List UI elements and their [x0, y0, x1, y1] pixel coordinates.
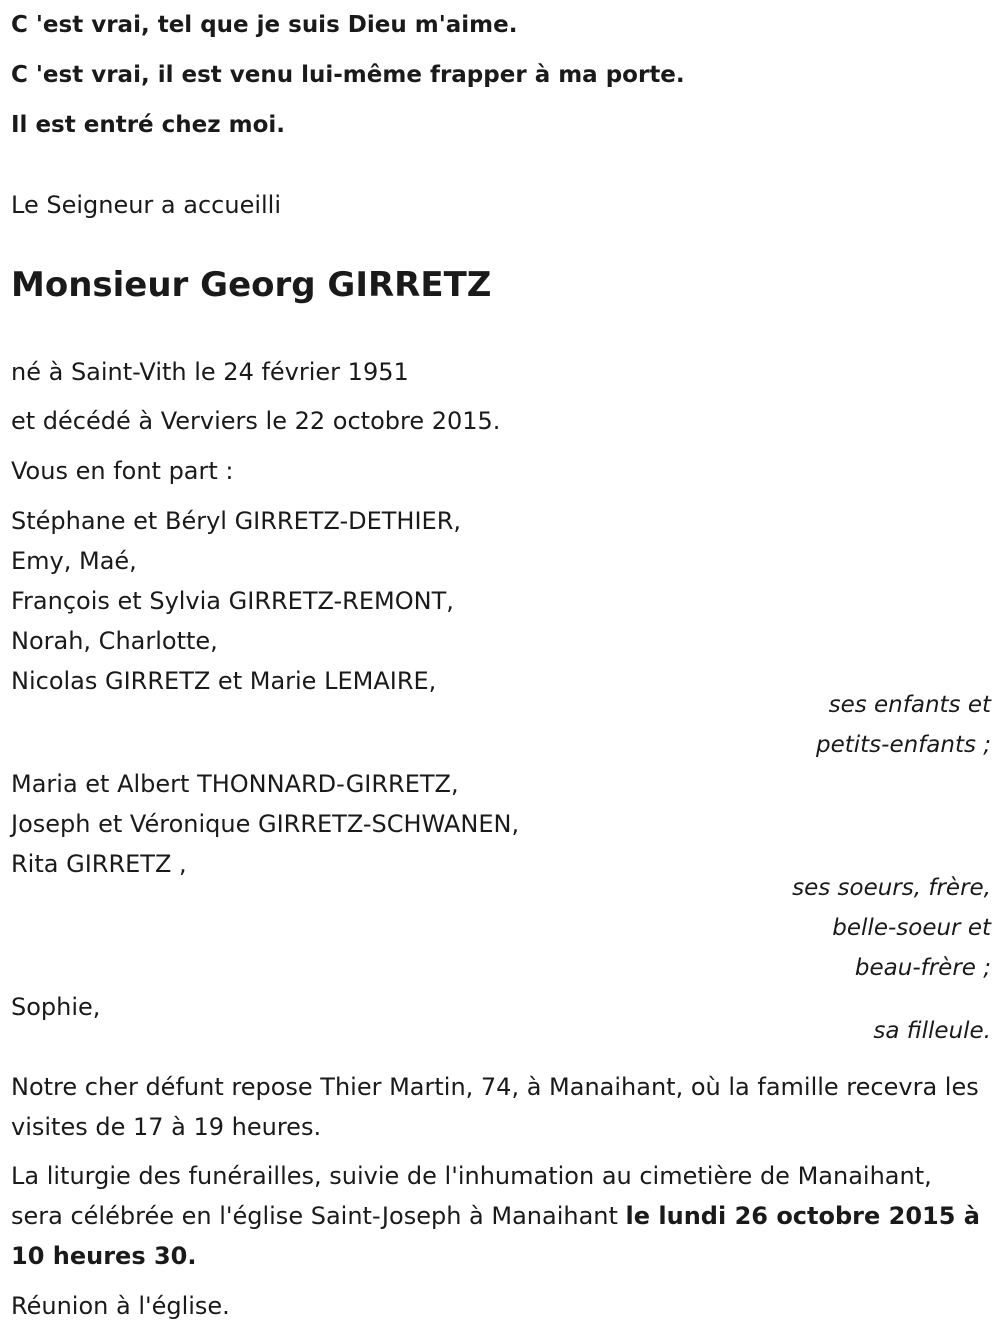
deceased-name: Monsieur Georg GIRRETZ [11, 265, 492, 305]
relation-label: beau-frère ; [854, 955, 991, 981]
relation-label: ses soeurs, frère, [792, 875, 991, 901]
birth-text: né à Saint-Vith le 24 février 1951 [11, 358, 409, 386]
family-member: Sophie, [11, 993, 101, 1021]
family-member: Emy, Maé, [11, 547, 137, 575]
relation-label: belle-soeur et [832, 915, 991, 941]
family-member: Rita GIRRETZ , [11, 850, 187, 878]
death-text: et décédé à Verviers le 22 octobre 2015. [11, 407, 501, 435]
intro-text: Le Seigneur a accueilli [11, 191, 282, 219]
liturgy-paragraph [11, 1156, 991, 1276]
relation-label: petits-enfants ; [815, 732, 991, 758]
visits-paragraph: Notre cher défunt repose Thier Martin, 74, à Manaihant, où la famille recevra les visites de 17 à 19 heures. [11, 1073, 979, 1141]
quote-line-1: C 'est vrai, tel que je suis Dieu m'aime. [11, 12, 518, 38]
family-member: Maria et Albert THONNARD-GIRRETZ, [11, 770, 459, 798]
family-member: Joseph et Véronique GIRRETZ-SCHWANEN, [11, 810, 520, 838]
announce-text: Vous en font part : [11, 457, 234, 485]
relation-label: ses enfants et [828, 692, 991, 718]
family-member: Norah, Charlotte, [11, 627, 218, 655]
liturgy-text: La liturgie des funérailles, suivie de l'inhumation au cimetière de Manaihant, sera célébrée en l'église Saint-Joseph à Manaihant [11, 1162, 932, 1230]
relation-label: sa filleule. [873, 1018, 991, 1044]
quote-line-3: Il est entré chez moi. [11, 112, 286, 138]
liturgy-date: le lundi 26 octobre 2015 à 10 heures 30. [11, 1202, 980, 1270]
family-member: Nicolas GIRRETZ et Marie LEMAIRE, [11, 667, 437, 695]
family-member: Stéphane et Béryl GIRRETZ-DETHIER, [11, 507, 461, 535]
family-member: François et Sylvia GIRRETZ-REMONT, [11, 587, 454, 615]
quote-line-2: C 'est vrai, il est venu lui-même frapper à ma porte. [11, 62, 685, 88]
meeting-text: Réunion à l'église. [11, 1292, 230, 1320]
